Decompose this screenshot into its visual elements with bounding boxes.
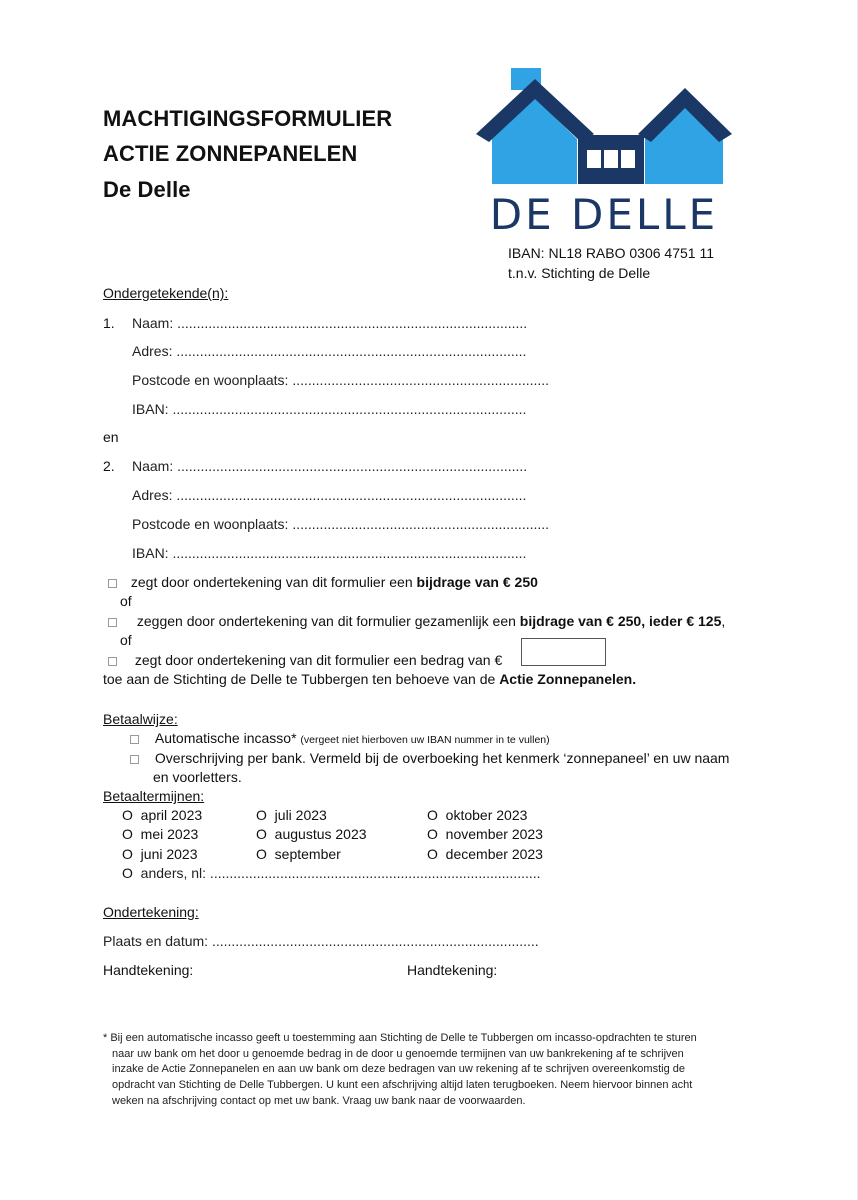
- bijdrage-option-1-text: zegt door ondertekening van dit formulier een: [130, 574, 417, 590]
- or-separator: of: [120, 632, 132, 648]
- radio-icon[interactable]: O: [122, 807, 133, 823]
- section-heading-betaalwijze: Betaalwijze:: [103, 711, 178, 727]
- radio-icon[interactable]: O: [256, 846, 267, 862]
- logo-window: [604, 150, 618, 168]
- signature-left-label: Handtekening:: [103, 962, 194, 978]
- form-title: MACHTIGINGSFORMULIER: [103, 106, 393, 131]
- radio-icon[interactable]: O: [427, 826, 438, 842]
- section-heading-betaaltermijnen: Betaaltermijnen:: [103, 788, 205, 804]
- payment-transfer-label: Overschrijving per bank. Vermeld bij de overboeking het kenmerk ‘zonnepaneel’ en uw naam: [154, 750, 730, 766]
- term-option-november[interactable]: [427, 826, 543, 842]
- organization-iban: IBAN: NL18 RABO 0306 4751 11: [508, 245, 714, 261]
- term-label: oktober 2023: [445, 807, 528, 823]
- footnote-line: opdracht van Stichting de Delle Tubbergen. U kunt een afschrijving altijd laten terugboeken. Neem hiervoor binnen acht: [112, 1079, 693, 1091]
- purpose-statement: [103, 671, 636, 687]
- person2-iban-field[interactable]: IBAN: ...........................................................................................: [132, 545, 527, 561]
- payment-transfer-label-cont: en voorletters.: [153, 769, 242, 785]
- payment-incasso-label: Automatische incasso*: [154, 730, 297, 746]
- term-option-augustus[interactable]: [256, 826, 367, 842]
- checkbox[interactable]: [108, 579, 117, 588]
- en-separator: en: [103, 429, 119, 445]
- checkbox[interactable]: [130, 735, 139, 744]
- bijdrage-option-3-text: zegt door ondertekening van dit formulier een bedrag van €: [134, 652, 503, 668]
- footnote-line: weken na afschrijving contact op met uw bank. Vraag uw bank naar de voorwaarden.: [112, 1095, 526, 1107]
- signature-right-label: Handtekening:: [407, 962, 498, 978]
- organization-name: De Delle: [103, 177, 191, 202]
- organization-tnv: t.n.v. Stichting de Delle: [508, 265, 651, 281]
- term-label: mei 2023: [140, 826, 199, 842]
- term-option-juni[interactable]: [122, 846, 198, 862]
- bijdrage-option-2-amount: bijdrage van € 250, ieder € 125: [519, 613, 722, 629]
- term-option-april[interactable]: [122, 807, 202, 823]
- purpose-text: toe aan de Stichting de Delle te Tubbergen ten behoeve van de: [103, 671, 500, 687]
- term-label: juni 2023: [140, 846, 198, 862]
- logo-text: DE DELLE: [489, 190, 719, 236]
- footnote-line: inzake de Actie Zonnepanelen en aan uw bank om deze bedragen van uw rekening af te schrijven overeenkomstig de: [112, 1063, 685, 1075]
- radio-icon[interactable]: O: [427, 846, 438, 862]
- payment-incasso-note: (vergeet niet hierboven uw IBAN nummer in te vullen): [300, 734, 550, 746]
- section-heading-ondergetekende: Ondergetekende(n):: [103, 285, 229, 301]
- bijdrage-option-3[interactable]: [108, 652, 502, 668]
- plaats-datum-field[interactable]: Plaats en datum: ....................................................................................: [103, 933, 539, 949]
- checkbox[interactable]: [108, 657, 117, 666]
- person1-number: 1.: [103, 315, 115, 331]
- logo-window: [621, 150, 635, 168]
- term-option-juli[interactable]: [256, 807, 327, 823]
- person2-adres-field[interactable]: Adres: ..........................................................................................: [132, 487, 527, 503]
- checkbox[interactable]: [108, 618, 117, 627]
- person2-number: 2.: [103, 458, 115, 474]
- person1-naam-field[interactable]: Naam: ..........................................................................................: [132, 315, 528, 331]
- radio-icon[interactable]: O: [256, 807, 267, 823]
- form-subtitle: ACTIE ZONNEPANELEN: [103, 141, 358, 166]
- term-label: november 2023: [445, 826, 543, 842]
- payment-incasso-option[interactable]: [130, 730, 550, 746]
- amount-input[interactable]: [521, 638, 606, 666]
- bijdrage-option-1[interactable]: [108, 574, 538, 590]
- person1-adres-field[interactable]: Adres: ..........................................................................................: [132, 343, 527, 359]
- de-delle-logo: [470, 66, 738, 236]
- term-option-december[interactable]: [427, 846, 543, 862]
- person2-naam-field[interactable]: Naam: ..........................................................................................: [132, 458, 528, 474]
- radio-icon[interactable]: O: [122, 826, 133, 842]
- checkbox[interactable]: [130, 755, 139, 764]
- term-label: april 2023: [140, 807, 203, 823]
- punctuation: ,: [721, 613, 726, 629]
- term-label: juli 2023: [274, 807, 327, 823]
- purpose-campaign: Actie Zonnepanelen.: [499, 671, 637, 687]
- term-option-oktober[interactable]: [427, 807, 527, 823]
- person1-iban-field[interactable]: IBAN: ...........................................................................................: [132, 401, 527, 417]
- footnote-line: naar uw bank om het door u genoemde bedrag in de door u genoemde termijnen van uw bankrekening af te schrijven: [112, 1048, 684, 1060]
- term-option-mei[interactable]: [122, 826, 198, 842]
- term-label: september: [274, 846, 341, 862]
- term-label: december 2023: [445, 846, 543, 862]
- term-option-september[interactable]: [256, 846, 341, 862]
- term-label: augustus 2023: [274, 826, 367, 842]
- section-heading-ondertekening: Ondertekening:: [103, 904, 199, 920]
- radio-icon[interactable]: O: [122, 865, 133, 881]
- radio-icon[interactable]: O: [122, 846, 133, 862]
- radio-icon[interactable]: O: [256, 826, 267, 842]
- or-separator: of: [120, 593, 132, 609]
- term-option-anders[interactable]: [122, 865, 541, 881]
- bijdrage-option-1-amount: bijdrage van € 250: [416, 574, 538, 590]
- person2-postcode-field[interactable]: Postcode en woonplaats: ..................................................................: [132, 516, 550, 532]
- bijdrage-option-2[interactable]: [108, 613, 725, 629]
- radio-icon[interactable]: O: [427, 807, 438, 823]
- payment-transfer-option[interactable]: [130, 750, 729, 766]
- logo-window: [587, 150, 601, 168]
- bijdrage-option-2-text: zeggen door ondertekening van dit formulier gezamenlijk een: [136, 613, 520, 629]
- person1-postcode-field[interactable]: Postcode en woonplaats: ..................................................................: [132, 372, 550, 388]
- footnote-line: * Bij een automatische incasso geeft u toestemming aan Stichting de Delle te Tubbergen om incasso-opdrachten te sturen: [103, 1032, 697, 1044]
- term-anders-field[interactable]: anders, nl: .....................................................................................: [140, 865, 541, 881]
